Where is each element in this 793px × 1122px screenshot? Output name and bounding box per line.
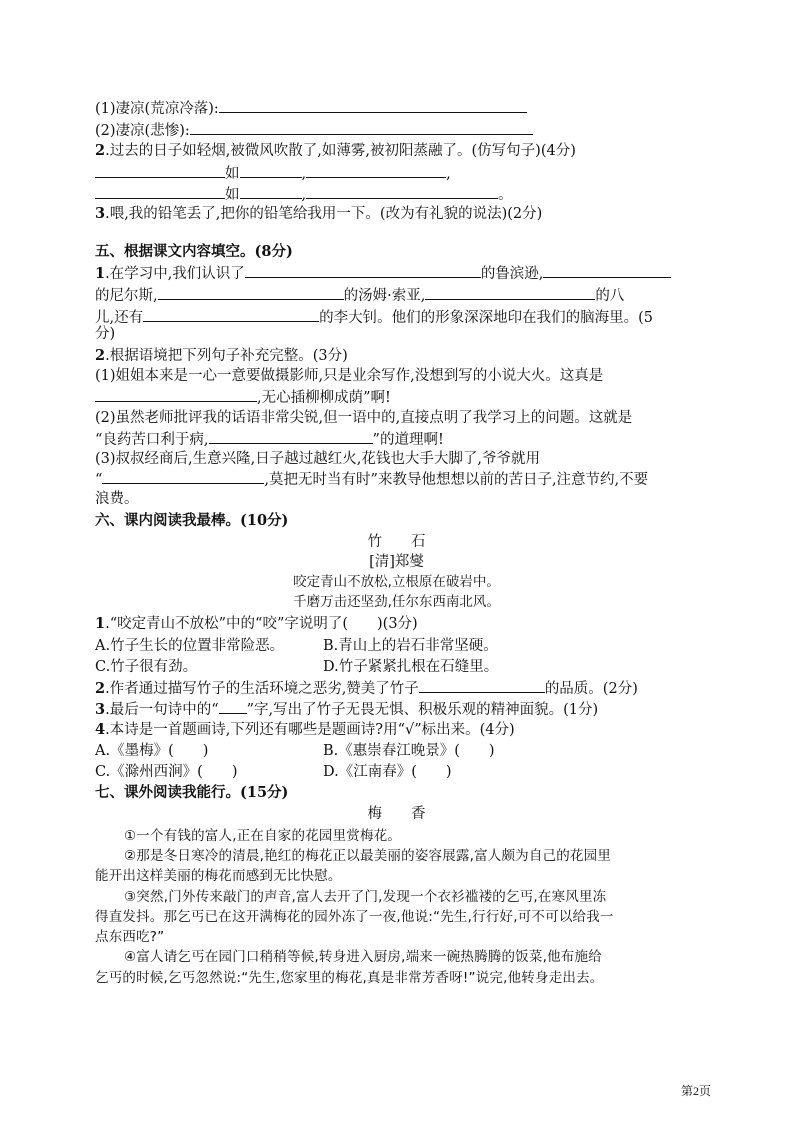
s5-q2: 2.根据语境把下列句子补充完整。(3分) [95,347,348,364]
blank[interactable] [190,120,533,135]
blank[interactable] [95,387,257,402]
s5-sentence-1b: ,无心插柳柳成荫”啊! [95,387,391,408]
poem-choice-b[interactable]: B.《惠崇春江晚景》( ) [323,743,495,759]
blank[interactable] [543,263,671,278]
s6-q4-row1 [95,741,495,761]
blank[interactable] [419,678,545,693]
poem-choice-a[interactable]: A.《墨梅》( ) [95,743,209,759]
imitate-line-2: 如 , 。 [95,184,513,205]
section-5-title: 五、根据课文内容填空。(8分) [95,243,293,260]
page-number: 第2页 [681,1084,712,1098]
answer-line-2: (2)凄凉(悲惨): [95,120,533,141]
poem-line-2: 千磨万击还坚劲,任尔东西南北风。 [293,594,500,610]
story-paragraph-2: ②那是冬日寒冷的清晨,艳红的梅花正以最美丽的姿容展露,富人颇为自己的花园里 [124,848,612,864]
blank[interactable] [209,429,373,444]
s6-q2: 2.作者通过描写竹子的生活环境之恶劣,赞美了竹子 的品质。(2分) [95,680,638,697]
blank[interactable] [219,699,247,714]
blank[interactable] [306,163,446,178]
s5-q1-line1: 1.在学习中,我们认识了 的鲁滨逊, [95,263,671,284]
question-imitate: 2.过去的日子如轻烟,被微风吹散了,如薄雾,被初阳蒸融了。(仿写句子)(4分) [95,142,576,159]
imitate-line-1: 如 , , [95,163,451,184]
question-polite: 3.喂,我的铅笔丢了,把你的铅笔给我用一下。(改为有礼貌的说法)(2分) [95,205,543,222]
story-paragraph-3-end: 点东西吃?” [95,929,165,945]
s5-sentence-1: (1)姐姐本来是一心一意要做摄影师,只是业余写作,没想到写的小说大火。这真是 [95,368,604,384]
section-6-title: 六、课内阅读我最棒。(10分) [95,512,289,529]
story-paragraph-2-cont: 能开出这样美丽的梅花而感到无比快慰。 [95,868,342,884]
s5-q1-line2: 的尼尔斯, 的汤姆·索亚, 的八 [95,285,624,306]
blank[interactable] [306,184,498,199]
story-title: 梅 香 [367,806,426,822]
blank[interactable] [425,285,595,300]
s5-sentence-3b: “ ,莫把无时当有时”来教导他想想以前的苦日子,注意节约,不要 [95,469,648,490]
option-d[interactable]: D.竹子紧紧扎根在石缝里。 [323,659,499,675]
blank[interactable] [95,163,225,178]
answer-line-1: (1)凄凉(荒凉冷落): [95,98,527,119]
s6-q4-row2 [95,762,452,782]
option-b[interactable]: B.青山上的岩石非常坚硬。 [323,638,498,654]
story-paragraph-3: ③突然,门外传来敲门的声音,富人去开了门,发现一个衣衫褴褛的乞丐,在寒风里冻 [124,889,607,905]
s6-q1-options-row1 [95,636,498,656]
s5-sentence-2b: “良药苦口利于病, ”的道理啊! [95,429,444,450]
blank[interactable] [245,263,481,278]
option-a[interactable]: A.竹子生长的位置非常险恶。 [95,638,285,654]
s6-q4: 4.本诗是一首题画诗,下列还有哪些是题画诗?用“√”标出来。(4分) [95,721,515,738]
poem-author: [清]郑燮 [369,554,424,570]
blank[interactable] [219,98,527,113]
poem-line-1: 咬定青山不放松,立根原在破岩中。 [293,574,500,590]
story-paragraph-3-cont: 得直发抖。那乞丐已在这开满梅花的园外冻了一夜,他说:“先生,行行好,可不可以给我一 [95,909,614,925]
s5-q1-line3: 儿,还有 的李大钊。他们的形象深深地印在我们的脑海里。(5 [95,307,653,328]
blank[interactable] [158,285,344,300]
s6-q1: 1.“咬定青山不放松”中的“咬”字说明了( )(3分) [95,615,418,632]
story-paragraph-4: ④富人请乞丐在园门口稍稍等候,转身进入厨房,端来一碗热腾腾的饭菜,他布施给 [124,949,602,965]
s6-q3: 3.最后一句诗中的“ ”字,写出了竹子无畏无惧、积极乐观的精神面貌。(1分) [95,701,599,718]
s6-q1-options-row2 [95,657,499,677]
blank[interactable] [240,163,302,178]
blank[interactable] [102,469,264,484]
poem-choice-c[interactable]: C.《滁州西涧》( ) [95,764,238,780]
section-7-title: 七、课外阅读我能行。(15分) [95,784,289,801]
s5-sentence-3: (3)叔叔经商后,生意兴隆,日子越过越红火,花钱也大手大脚了,爷爷就用 [95,451,540,467]
s5-sentence-3c: 浪费。 [95,491,139,507]
story-paragraph-4-cont: 乞丐的时候,乞丐忽然说:“先生,您家里的梅花,真是非常芳香呀!”说完,他转身走出去。 [95,970,604,986]
s5-sentence-2: (2)虽然老师批评我的话语非常尖锐,但一语中的,直接点明了我学习上的问题。这就是 [95,410,633,426]
poem-title: 竹 石 [367,534,426,550]
blank[interactable] [240,184,302,199]
poem-choice-d[interactable]: D.《江南春》( ) [323,764,452,780]
story-paragraph-1: ①一个有钱的富人,正在自家的花园里赏梅花。 [124,828,402,844]
s5-q1-line4: 分) [95,326,116,342]
blank[interactable] [143,307,319,322]
option-c[interactable]: C.竹子很有劲。 [95,659,198,675]
blank[interactable] [95,184,225,199]
